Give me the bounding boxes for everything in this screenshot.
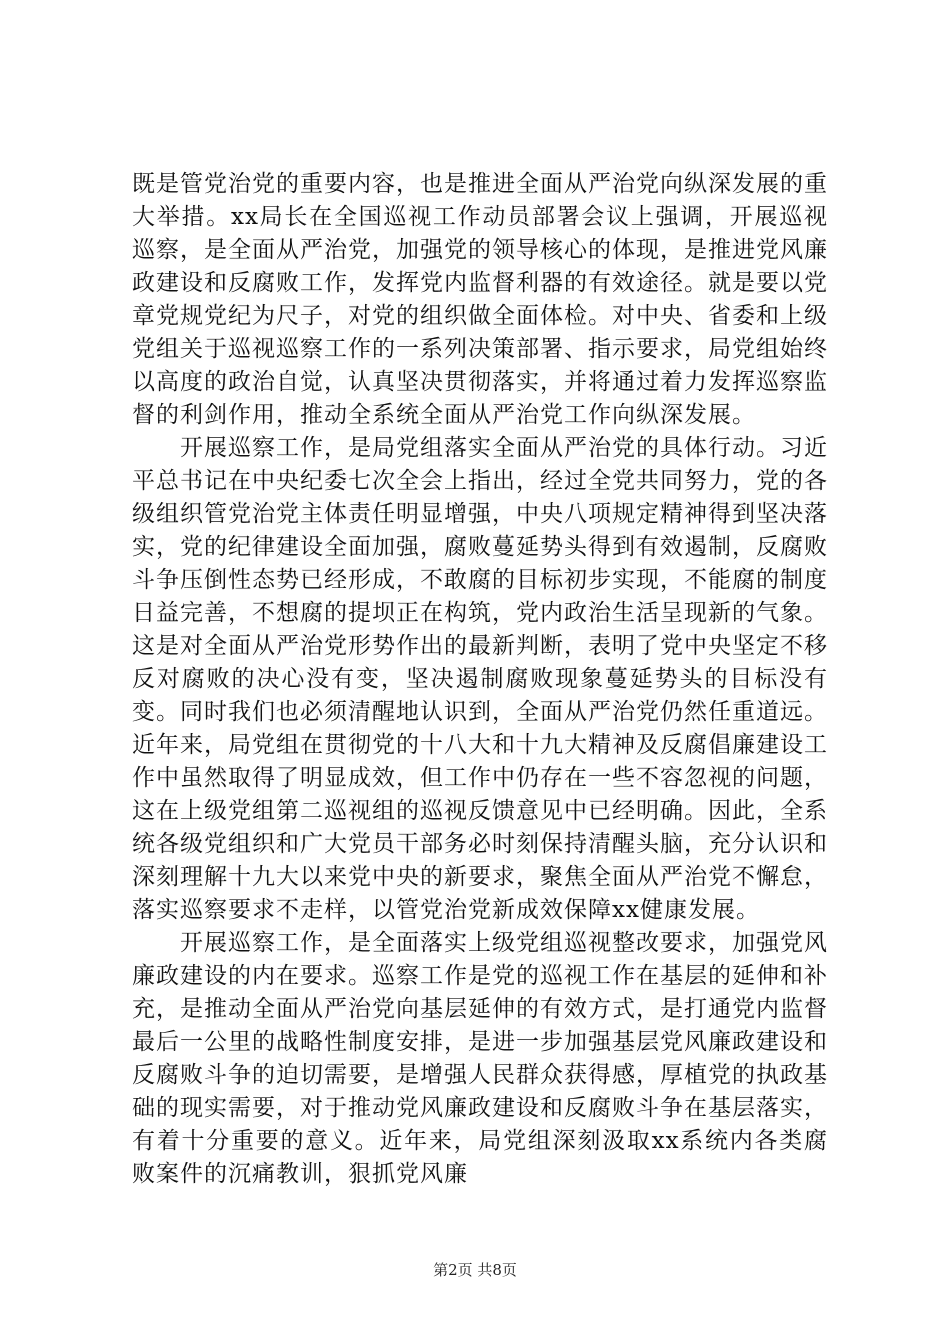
paragraph-3: 开展巡察工作，是全面落实上级党组巡视整改要求，加强党风廉政建设的内在要求。巡察工作是党的巡视工作在基层的延伸和补充，是推动全面从严治党向基层延伸的有效方式，是打通党内监督最后一公里的战略性制度安排，是进一步加强基层党风廉政建设和反腐败斗争的迫切需要，是增强人民群众获得感，厚植党的执政基础的现实需要，对于推动党风廉政建设和反腐败斗争在基层落实，有着十分重要的意义。近年来，局党组深刻汲取xx系统内各类腐败案件的沉痛教训，狠抓党风廉 — [132, 930, 828, 1187]
page-footer — [0, 1260, 950, 1280]
paragraph-2: 开展巡察工作，是局党组落实全面从严治党的具体行动。习近平总书记在中央纪委七次全会上指出，经过全党共同努力，党的各级组织管党治党主体责任明显增强，中央八项规定精神得到坚决落实，党的纪律建设全面加强，腐败蔓延势头得到有效遏制，反腐败斗争压倒性态势已经形成，不敢腐的目标初步实现，不能腐的制度日益完善，不想腐的提坝正在构筑，党内政治生活呈现新的气象。这是对全面从严治党形势作出的最新判断，表明了党中央坚定不移反对腐败的决心没有变，坚决遏制腐败现象蔓延势头的目标没有变。同时我们也必须清醒地认识到，全面从严治党仍然任重道远。近年来，局党组在贯彻党的十八大和十九大精神及反腐倡廉建设工作中虽然取得了明显成效，但工作中仍存在一些不容忽视的问题，这在上级党组第二巡视组的巡视反馈意见中已经明确。因此，全系统各级党组织和广大党员干部务必时刻保持清醒头脑，充分认识和深刻理解十九大以来党中央的新要求，聚焦全面从严治党不懈怠，落实巡察要求不走样，以管党治党新成效保障xx健康发展。 — [132, 435, 828, 923]
paragraph-1: 既是管党治党的重要内容，也是推进全面从严治党向纵深发展的重大举措。xx局长在全国巡视工作动员部署会议上强调，开展巡视巡察，是全面从严治党，加强党的领导核心的体现，是推进党风廉政建设和反腐败工作，发挥党内监督利器的有效途径。就是要以党章党规党纪为尺子，对党的组织做全面体检。对中央、省委和上级党组关于巡视巡察工作的一系列决策部署、指示要求，局党组始终以高度的政治自觉，认真坚决贯彻落实，并将通过着力发挥巡察监督的利剑作用，推动全系统全面从严治党工作向纵深发展。 — [132, 171, 828, 428]
page-number-label: 第2页 共8页 — [433, 1261, 517, 1279]
document-body — [132, 168, 828, 1191]
